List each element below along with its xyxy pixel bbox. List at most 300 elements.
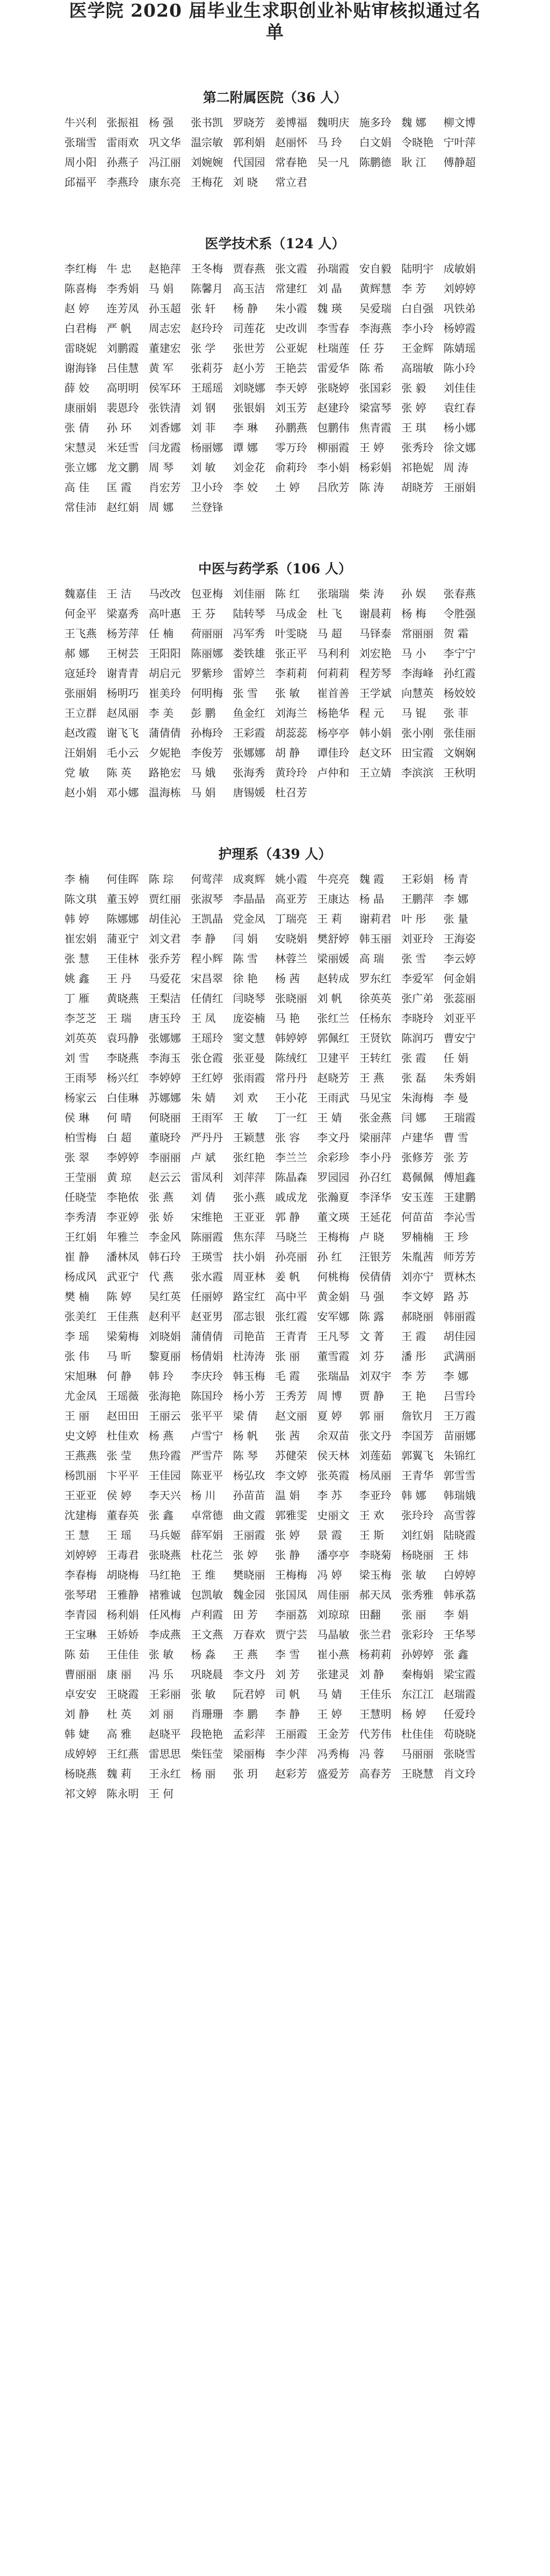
name-entry: 贾春燕 bbox=[233, 262, 265, 275]
name-entry: 刘 菲 bbox=[191, 421, 216, 434]
name-entry: 杨倩娟 bbox=[191, 1350, 223, 1363]
name-entry: 周 琴 bbox=[148, 461, 174, 474]
name-entry: 牛兴利 bbox=[64, 116, 97, 129]
name-entry: 康 丽 bbox=[106, 1668, 132, 1681]
name-entry: 杨 晶 bbox=[359, 893, 385, 905]
name-entry: 曹 雪 bbox=[443, 1131, 468, 1144]
name-entry: 吕雪玲 bbox=[443, 1390, 476, 1402]
name-entry: 张 丽 bbox=[275, 1350, 300, 1363]
name-entry: 韩 婕 bbox=[64, 1728, 90, 1740]
name-entry: 王晓慧 bbox=[401, 1767, 434, 1780]
name-entry: 马丽丽 bbox=[401, 1747, 434, 1760]
name-entry: 蒲倩倩 bbox=[191, 1330, 223, 1343]
name-list bbox=[64, 587, 486, 800]
name-entry: 雷雨欢 bbox=[106, 136, 139, 149]
name-entry: 魏嘉佳 bbox=[64, 587, 97, 600]
name-entry: 卢雪宁 bbox=[191, 1429, 223, 1442]
name-entry: 马利利 bbox=[317, 647, 350, 660]
name-entry: 马 娟 bbox=[148, 282, 174, 295]
name-entry: 王 婧 bbox=[317, 1111, 342, 1124]
name-entry: 陆明宇 bbox=[401, 262, 434, 275]
name-entry: 李秀清 bbox=[64, 1211, 97, 1224]
name-entry: 杜 英 bbox=[106, 1708, 132, 1721]
name-entry: 李海峰 bbox=[401, 667, 434, 680]
name-entry: 张红艳 bbox=[233, 1151, 265, 1164]
name-entry: 李文丹 bbox=[317, 1131, 350, 1144]
name-entry: 赵亚男 bbox=[191, 1310, 223, 1323]
name-entry: 刘双宇 bbox=[359, 1370, 392, 1383]
name-entry: 刘亦宁 bbox=[401, 1270, 434, 1283]
name-entry: 刘 芳 bbox=[275, 1668, 300, 1681]
name-entry: 高 瑞 bbox=[359, 952, 385, 965]
name-entry: 梁富琴 bbox=[359, 401, 392, 414]
name-entry: 卓常德 bbox=[191, 1509, 223, 1522]
name-entry: 孟彩萍 bbox=[233, 1728, 265, 1740]
name-entry: 武满丽 bbox=[443, 1350, 476, 1363]
name-entry: 张佳丽 bbox=[443, 726, 476, 739]
name-entry: 任杨东 bbox=[359, 1012, 392, 1025]
name-entry: 安玉莲 bbox=[401, 1191, 434, 1204]
name-entry: 向慧英 bbox=[401, 687, 434, 700]
name-entry: 陈永明 bbox=[106, 1787, 139, 1800]
name-entry: 张仓霞 bbox=[191, 1052, 223, 1064]
name-entry: 陈 露 bbox=[359, 1310, 385, 1323]
name-entry: 常建红 bbox=[275, 282, 307, 295]
name-entry: 陈 琴 bbox=[233, 1449, 258, 1462]
name-list bbox=[64, 873, 486, 1801]
name-entry: 年雅兰 bbox=[106, 1231, 139, 1243]
name-entry: 李燕玲 bbox=[106, 176, 139, 189]
name-entry: 杨 茜 bbox=[275, 972, 300, 985]
name-entry: 张 婷 bbox=[401, 401, 426, 414]
name-entry: 汪银芳 bbox=[359, 1250, 392, 1263]
name-entry: 张广弟 bbox=[401, 992, 434, 1005]
name-entry: 陈 茹 bbox=[64, 1648, 90, 1661]
name-entry: 卫建平 bbox=[317, 1052, 350, 1064]
name-entry: 李文婷 bbox=[401, 1290, 434, 1303]
name-entry: 张文丹 bbox=[359, 1429, 392, 1442]
name-entry: 何明梅 bbox=[191, 687, 223, 700]
name-entry: 黎夏丽 bbox=[148, 1350, 181, 1363]
name-entry: 朱 婧 bbox=[191, 1091, 216, 1104]
name-entry: 陈小玲 bbox=[443, 362, 476, 375]
name-entry: 杨 婷 bbox=[401, 1708, 426, 1721]
name-entry: 李成燕 bbox=[148, 1628, 181, 1641]
name-entry: 张海艳 bbox=[148, 1390, 181, 1402]
name-entry: 康丽娟 bbox=[64, 401, 97, 414]
name-entry: 闫 娜 bbox=[401, 1111, 426, 1124]
name-entry: 张 雪 bbox=[401, 952, 426, 965]
name-entry: 陈 琮 bbox=[148, 873, 174, 886]
name-entry: 王彩娟 bbox=[401, 873, 434, 886]
name-entry: 郭雪雪 bbox=[443, 1469, 476, 1482]
name-entry: 张晓雪 bbox=[443, 1747, 476, 1760]
name-entry: 程 元 bbox=[359, 707, 385, 719]
name-entry: 马见宝 bbox=[359, 1091, 392, 1104]
name-entry: 李 娜 bbox=[443, 893, 468, 905]
name-entry: 肖珊珊 bbox=[191, 1708, 223, 1721]
name-entry: 白自强 bbox=[401, 302, 434, 315]
name-entry: 王红婷 bbox=[191, 1071, 223, 1084]
name-entry: 杨弘玫 bbox=[233, 1469, 265, 1482]
name-entry: 赵玲玲 bbox=[191, 322, 223, 335]
name-entry: 张海秀 bbox=[233, 766, 265, 779]
name-entry: 雷思思 bbox=[148, 1747, 181, 1760]
name-entry: 刘鹏霞 bbox=[106, 342, 139, 355]
name-entry: 柳丽霞 bbox=[317, 441, 350, 454]
name-entry: 董建宏 bbox=[148, 342, 181, 355]
name-entry: 杨 静 bbox=[233, 302, 258, 315]
name-entry: 张 婷 bbox=[233, 1549, 258, 1562]
name-entry: 鱼金红 bbox=[233, 707, 265, 719]
name-entry: 刘 雪 bbox=[64, 1052, 90, 1064]
name-entry: 李天婷 bbox=[275, 382, 307, 394]
name-entry: 马 娥 bbox=[191, 766, 216, 779]
name-entry: 李 雪 bbox=[275, 1648, 300, 1661]
name-entry: 温宗敏 bbox=[191, 136, 223, 149]
name-entry: 李晶晶 bbox=[233, 893, 265, 905]
name-entry: 李春梅 bbox=[64, 1568, 97, 1581]
name-list bbox=[64, 262, 486, 514]
name-entry: 杨亭亭 bbox=[317, 726, 350, 739]
name-entry: 薛军娟 bbox=[191, 1529, 223, 1542]
name-entry: 郭翼飞 bbox=[401, 1449, 434, 1462]
name-entry: 王佳佳 bbox=[106, 1648, 139, 1661]
name-entry: 杜 飞 bbox=[317, 607, 342, 620]
name-entry: 张瑞瑞 bbox=[317, 587, 350, 600]
name-entry: 王 霞 bbox=[401, 1330, 426, 1343]
name-entry: 王秀芳 bbox=[275, 1390, 307, 1402]
name-entry: 王 瑶 bbox=[106, 1529, 132, 1542]
name-entry: 张 翠 bbox=[64, 1151, 90, 1164]
name-entry: 王毒君 bbox=[106, 1549, 139, 1562]
name-entry: 张 茜 bbox=[275, 1429, 300, 1442]
name-entry: 冯江丽 bbox=[148, 156, 181, 169]
name-entry: 孙亮丽 bbox=[275, 1250, 307, 1263]
name-entry: 常佳沛 bbox=[64, 501, 97, 514]
name-entry: 徐英英 bbox=[359, 992, 392, 1005]
name-entry: 施多玲 bbox=[359, 116, 392, 129]
name-entry: 张 鑫 bbox=[148, 1509, 174, 1522]
name-entry: 杨姣姣 bbox=[443, 687, 476, 700]
name-entry: 王 琪 bbox=[401, 421, 426, 434]
name-entry: 雷婷兰 bbox=[233, 667, 265, 680]
name-entry: 王飞燕 bbox=[64, 627, 97, 640]
name-entry: 李少萍 bbox=[275, 1747, 307, 1760]
name-entry: 卢仲和 bbox=[317, 766, 350, 779]
name-entry: 王立婧 bbox=[359, 766, 392, 779]
section-title: 中医与药学系（106 人） bbox=[198, 561, 352, 577]
name-entry: 杨 强 bbox=[148, 116, 174, 129]
name-entry: 彭 鹏 bbox=[191, 707, 216, 719]
name-entry: 戚成龙 bbox=[275, 1191, 307, 1204]
name-entry: 李丽丽 bbox=[148, 1151, 181, 1164]
name-entry: 焦玲霞 bbox=[148, 1449, 181, 1462]
name-entry: 张 静 bbox=[275, 1549, 300, 1562]
name-entry: 陆晓霞 bbox=[443, 1529, 476, 1542]
name-entry: 高中平 bbox=[275, 1290, 307, 1303]
name-entry: 崔小燕 bbox=[317, 1648, 350, 1661]
name-entry: 苗丽娜 bbox=[443, 1429, 476, 1442]
name-entry: 董雪霞 bbox=[317, 1350, 350, 1363]
name-entry: 汪娟娟 bbox=[64, 746, 97, 759]
name-entry: 王 斯 bbox=[359, 1529, 385, 1542]
name-entry: 刘金花 bbox=[233, 461, 265, 474]
name-entry: 沈建梅 bbox=[64, 1509, 97, 1522]
name-entry: 张 轩 bbox=[191, 302, 216, 315]
name-entry: 牛亮亮 bbox=[317, 873, 350, 886]
name-entry: 陈绒红 bbox=[275, 1052, 307, 1064]
name-entry: 夕妮艳 bbox=[148, 746, 181, 759]
name-entry: 陆转琴 bbox=[233, 607, 265, 620]
name-entry: 王凯晶 bbox=[191, 912, 223, 925]
name-entry: 张彩玲 bbox=[401, 1628, 434, 1641]
name-entry: 梁嘉秀 bbox=[106, 607, 139, 620]
name-entry: 李秀娟 bbox=[106, 282, 139, 295]
name-entry: 李天兴 bbox=[148, 1489, 181, 1502]
name-entry: 马 娟 bbox=[191, 786, 216, 799]
name-entry: 郭利娟 bbox=[233, 136, 265, 149]
name-entry: 杨凤丽 bbox=[359, 1469, 392, 1482]
name-entry: 张红兰 bbox=[317, 1012, 350, 1025]
name-entry: 李文丹 bbox=[233, 1668, 265, 1681]
name-entry: 李庆玲 bbox=[191, 1370, 223, 1383]
name-entry: 任风梅 bbox=[148, 1608, 181, 1621]
name-entry: 马红艳 bbox=[148, 1568, 181, 1581]
name-entry: 刘婷婷 bbox=[443, 282, 476, 295]
name-entry: 王 燕 bbox=[359, 1071, 385, 1084]
name-entry: 杨芳萍 bbox=[106, 627, 139, 640]
name-entry: 李芝芝 bbox=[64, 1012, 97, 1025]
name-entry: 焦东萍 bbox=[233, 1231, 265, 1243]
name-entry: 刘婉婉 bbox=[191, 156, 223, 169]
name-entry: 史改训 bbox=[275, 322, 307, 335]
name-entry: 张 娇 bbox=[148, 1211, 174, 1224]
name-entry: 孙婷婷 bbox=[401, 1648, 434, 1661]
name-entry: 何 晴 bbox=[106, 1111, 132, 1124]
name-entry: 高明明 bbox=[106, 382, 139, 394]
name-entry: 郭 静 bbox=[275, 1211, 300, 1224]
name-entry: 张春燕 bbox=[443, 587, 476, 600]
section bbox=[64, 235, 486, 514]
name-entry: 王雨武 bbox=[317, 1091, 350, 1104]
name-entry: 陈 涛 bbox=[359, 481, 385, 494]
name-entry: 赵红娟 bbox=[106, 501, 139, 514]
name-entry: 肖宏芳 bbox=[148, 481, 181, 494]
name-entry: 王文燕 bbox=[191, 1628, 223, 1641]
name-entry: 罗晓芳 bbox=[233, 116, 265, 129]
name-entry: 高亚芳 bbox=[275, 893, 307, 905]
name-entry: 李金风 bbox=[148, 1231, 181, 1243]
name-entry: 王金芳 bbox=[317, 1728, 350, 1740]
name-entry: 张 鑫 bbox=[443, 1648, 468, 1661]
name-entry: 苟晓晓 bbox=[443, 1728, 476, 1740]
name-entry: 公亚妮 bbox=[275, 342, 307, 355]
name-entry: 刘 芬 bbox=[359, 1350, 385, 1363]
name-entry: 焦青霞 bbox=[359, 421, 392, 434]
name-entry: 田 芳 bbox=[233, 1608, 258, 1621]
name-entry: 路艳宏 bbox=[148, 766, 181, 779]
name-entry: 杜佳佳 bbox=[401, 1728, 434, 1740]
name-entry: 杨家云 bbox=[64, 1091, 97, 1104]
name-entry: 王 何 bbox=[148, 1787, 174, 1800]
name-entry: 王 炜 bbox=[443, 1549, 468, 1562]
name-entry: 张 容 bbox=[275, 1131, 300, 1144]
name-entry: 李红梅 bbox=[64, 262, 97, 275]
name-entry: 李沁雪 bbox=[443, 1211, 476, 1224]
name-entry: 杨兴红 bbox=[106, 1071, 139, 1084]
name-entry: 张小刚 bbox=[401, 726, 434, 739]
name-entry: 苏娜娜 bbox=[148, 1091, 181, 1104]
name-entry: 宁叶萍 bbox=[443, 136, 476, 149]
name-entry: 马爱花 bbox=[148, 972, 181, 985]
name-entry: 张 芳 bbox=[443, 1151, 468, 1164]
name-entry: 张 燕 bbox=[148, 1191, 174, 1204]
name-entry: 司艳苗 bbox=[233, 1330, 265, 1343]
name-entry: 崔首善 bbox=[317, 687, 350, 700]
name-entry: 王转红 bbox=[359, 1052, 392, 1064]
name-entry: 赵利平 bbox=[148, 1310, 181, 1323]
name-entry: 王佳燕 bbox=[106, 1310, 139, 1323]
name-entry: 韩承荔 bbox=[443, 1588, 476, 1601]
name-entry: 傅静超 bbox=[443, 156, 476, 169]
name-entry: 张 菲 bbox=[443, 707, 468, 719]
name-entry: 杜召芳 bbox=[275, 786, 307, 799]
name-entry: 李 娜 bbox=[443, 1370, 468, 1383]
name-entry: 李小玲 bbox=[401, 322, 434, 335]
name-entry: 罗东红 bbox=[359, 972, 392, 985]
name-entry: 李丽荔 bbox=[275, 1608, 307, 1621]
name-entry: 梁宝霞 bbox=[443, 1668, 476, 1681]
name-entry: 梁丽媛 bbox=[317, 952, 350, 965]
name-entry: 张 学 bbox=[191, 342, 216, 355]
name-entry: 刘 欢 bbox=[233, 1091, 258, 1104]
name-entry: 刘佳佳 bbox=[443, 382, 476, 394]
name-entry: 张 磊 bbox=[401, 1071, 426, 1084]
document-title: 医学院 2020 届毕业生求职创业补贴审核拟通过名单 bbox=[69, 0, 481, 42]
name-entry: 张振祖 bbox=[106, 116, 139, 129]
name-entry: 胡晓梅 bbox=[106, 1568, 139, 1581]
name-entry: 张国凤 bbox=[275, 1588, 307, 1601]
name-entry: 杨婷霞 bbox=[443, 322, 476, 335]
name-entry: 赵转成 bbox=[317, 972, 350, 985]
name-entry: 韩玉梅 bbox=[233, 1370, 265, 1383]
name-entry: 李 曼 bbox=[443, 1091, 468, 1104]
name-entry: 梁丽梅 bbox=[233, 1747, 265, 1760]
name-entry: 贾红丽 bbox=[148, 893, 181, 905]
name-entry: 代国园 bbox=[233, 156, 265, 169]
name-entry: 孙 娱 bbox=[401, 587, 426, 600]
name-entry: 杨 淼 bbox=[191, 1648, 216, 1661]
name-entry: 刘婷婷 bbox=[64, 1549, 97, 1562]
name-entry: 杨彩娟 bbox=[359, 461, 392, 474]
name-entry: 张晓婷 bbox=[317, 382, 350, 394]
name-entry: 祁艳妮 bbox=[401, 461, 434, 474]
name-entry: 祁文婷 bbox=[64, 1787, 97, 1800]
name-entry: 孙鹏燕 bbox=[275, 421, 307, 434]
name-entry: 龙文鹏 bbox=[106, 461, 139, 474]
name-entry: 白婷婷 bbox=[443, 1568, 476, 1581]
name-entry: 王燕燕 bbox=[64, 1449, 97, 1462]
name-entry: 刘晓娟 bbox=[148, 1330, 181, 1343]
name-entry: 马 昕 bbox=[106, 1350, 132, 1363]
name-entry: 史丽文 bbox=[317, 1509, 350, 1522]
name-entry: 孙 环 bbox=[106, 421, 132, 434]
name-entry: 杜瑞莲 bbox=[317, 342, 350, 355]
name-entry: 张 婷 bbox=[275, 1529, 300, 1542]
name-entry: 包亚梅 bbox=[191, 587, 223, 600]
name-entry: 郝晓丽 bbox=[401, 1310, 434, 1323]
name-entry: 潘亭亭 bbox=[317, 1549, 350, 1562]
name-entry: 王亚亚 bbox=[64, 1489, 97, 1502]
name-entry: 柴 涛 bbox=[359, 587, 385, 600]
name-entry: 毛小云 bbox=[106, 746, 139, 759]
name-entry: 赵改霞 bbox=[64, 726, 97, 739]
name-entry: 毛 霞 bbox=[275, 1370, 300, 1383]
name-entry: 张丽娟 bbox=[64, 687, 97, 700]
name-entry: 何 静 bbox=[106, 1370, 132, 1383]
name-entry: 赵小娟 bbox=[64, 786, 97, 799]
name-entry: 李 娟 bbox=[443, 1608, 468, 1621]
name-entry: 代 燕 bbox=[148, 1270, 174, 1283]
name-entry: 朱海梅 bbox=[401, 1091, 434, 1104]
name-entry: 张晓丽 bbox=[275, 992, 307, 1005]
name-entry: 马 超 bbox=[317, 627, 342, 640]
name-entry: 马改改 bbox=[148, 587, 181, 600]
name-entry: 王瑶薇 bbox=[106, 1390, 139, 1402]
name-entry: 司 帆 bbox=[275, 1688, 300, 1701]
name-entry: 李 芳 bbox=[401, 282, 426, 295]
name-entry: 闫晓琴 bbox=[233, 992, 265, 1005]
name-entry: 兰登锋 bbox=[191, 501, 223, 514]
name-entry: 傅旭鑫 bbox=[443, 1171, 476, 1184]
name-entry: 刘红娟 bbox=[401, 1529, 434, 1542]
name-entry: 卢 斌 bbox=[191, 1151, 216, 1164]
name-entry: 叶 彤 bbox=[401, 912, 426, 925]
name-entry: 赵艳萍 bbox=[148, 262, 181, 275]
name-entry: 宋旭琳 bbox=[64, 1370, 97, 1383]
name-entry: 何金娟 bbox=[443, 972, 476, 985]
name-entry: 王青青 bbox=[275, 1330, 307, 1343]
name-entry: 李婷婷 bbox=[148, 1071, 181, 1084]
name-entry: 张兰君 bbox=[359, 1628, 392, 1641]
name-entry: 卞平平 bbox=[106, 1469, 139, 1482]
name-entry: 李俊芳 bbox=[191, 746, 223, 759]
section-title: 第二附属医院（36 人） bbox=[202, 90, 348, 105]
name-entry: 盛爱芳 bbox=[317, 1767, 350, 1780]
name-entry: 吴一凡 bbox=[317, 156, 350, 169]
name-entry: 吴红英 bbox=[148, 1290, 181, 1303]
name-entry: 郭雅雯 bbox=[275, 1509, 307, 1522]
name-entry: 王娇娇 bbox=[106, 1628, 139, 1641]
name-entry: 胡蕊蕊 bbox=[275, 726, 307, 739]
name-entry: 李 静 bbox=[275, 1708, 300, 1721]
name-entry: 代芳伟 bbox=[359, 1728, 392, 1740]
name-entry: 土 婷 bbox=[275, 481, 300, 494]
name-entry: 侯军环 bbox=[148, 382, 181, 394]
name-entry: 黄辉慧 bbox=[359, 282, 392, 295]
name-entry: 杨凯丽 bbox=[64, 1469, 97, 1482]
name-entry: 杨 帆 bbox=[233, 1429, 258, 1442]
name-entry: 孙梅玲 bbox=[191, 726, 223, 739]
name-entry: 匡 霞 bbox=[106, 481, 132, 494]
name-entry: 陈丽娜 bbox=[191, 647, 223, 660]
name-entry: 王雅静 bbox=[106, 1588, 139, 1601]
name-entry: 韩 婷 bbox=[64, 912, 90, 925]
name-entry: 任 芬 bbox=[359, 342, 385, 355]
name-entry: 张银娟 bbox=[233, 401, 265, 414]
name-entry: 周 娜 bbox=[148, 501, 174, 514]
